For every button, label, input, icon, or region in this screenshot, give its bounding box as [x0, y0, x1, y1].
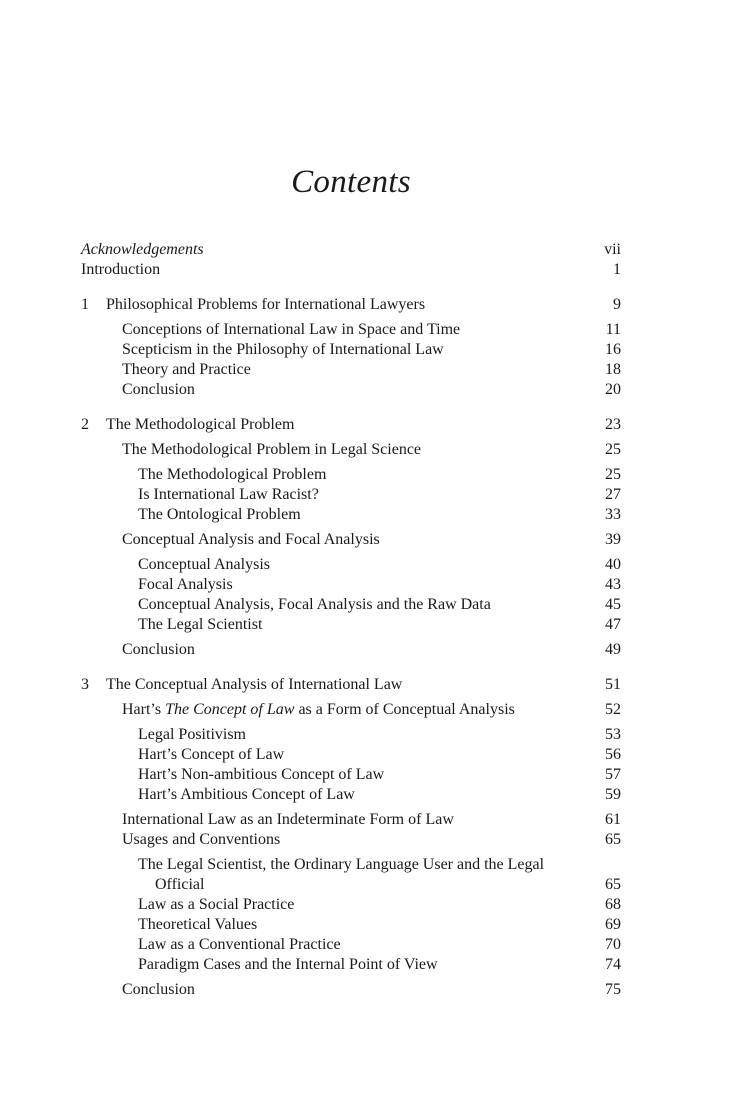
toc-page-number: 65: [605, 831, 621, 848]
toc-subsection[interactable]: [81, 935, 621, 955]
toc-page-number: 39: [605, 531, 621, 548]
toc-entry-label: Introduction: [81, 261, 161, 278]
toc-entry-label: Scepticism in the Philosophy of International Law: [122, 341, 444, 358]
toc-page-number: 49: [605, 641, 621, 658]
toc-entry-label: Hart’s Non-ambitious Concept of Law: [138, 766, 385, 783]
toc-subsection[interactable]: [81, 725, 621, 745]
toc-subsection[interactable]: [81, 485, 621, 505]
toc-page-number: 20: [605, 381, 621, 398]
toc-page-number: 69: [605, 916, 621, 933]
toc-section[interactable]: [81, 640, 621, 660]
toc-page-number: 61: [605, 811, 621, 828]
toc-section[interactable]: [81, 380, 621, 400]
toc-page-number: 16: [605, 341, 621, 358]
toc-chapter-2[interactable]: [81, 415, 621, 435]
toc-page-number: 59: [605, 786, 621, 803]
label-suffix: as a Form of Conceptual Analysis: [294, 701, 515, 718]
toc-page-number: 70: [605, 936, 621, 953]
toc-section[interactable]: [81, 980, 621, 1000]
toc-entry-label: Conclusion: [122, 641, 195, 658]
toc-section[interactable]: [81, 320, 621, 340]
toc-subsection[interactable]: [81, 785, 621, 805]
toc-page-number: 56: [605, 746, 621, 763]
toc-section[interactable]: [81, 530, 621, 550]
toc-entry-label: Hart’s Concept of Law: [138, 746, 285, 763]
toc-entry-introduction[interactable]: [81, 260, 621, 280]
toc-subsection[interactable]: [81, 895, 621, 915]
toc-page-number: vii: [604, 241, 621, 258]
toc-subsection[interactable]: [81, 745, 621, 765]
toc-entry-label: Law as a Social Practice: [138, 896, 295, 913]
toc-page-number: 43: [605, 576, 621, 593]
toc-page-number: 65: [605, 876, 621, 893]
toc-page-number: 25: [605, 466, 621, 483]
toc-page-number: 68: [605, 896, 621, 913]
toc-entry-label: Conceptions of International Law in Space and Time: [122, 321, 461, 338]
toc-page-number: 51: [605, 676, 621, 693]
toc-entry-label: [122, 700, 515, 720]
toc-section[interactable]: [81, 810, 621, 830]
toc-subsection[interactable]: [81, 955, 621, 975]
book-title: The Concept of Law: [165, 701, 295, 718]
toc-entry-label: Theory and Practice: [122, 361, 251, 378]
toc-entry-label: Focal Analysis: [138, 576, 233, 593]
toc-page-number: 11: [605, 321, 621, 338]
toc-entry-label: The Legal Scientist, the Ordinary Language User and the Legal Official: [138, 856, 545, 893]
toc-entry-label: International Law as an Indeterminate Form of Law: [122, 811, 454, 828]
toc-page-number: 33: [605, 506, 621, 523]
label-prefix: Hart’s: [122, 701, 166, 718]
toc-section[interactable]: [81, 700, 621, 720]
toc-entry-label: Law as a Conventional Practice: [138, 936, 341, 953]
toc-entry-acknowledgements[interactable]: [81, 240, 621, 260]
toc-entry-label: Legal Positivism: [138, 726, 246, 743]
toc-entry-label: Philosophical Problems for International Lawyers: [106, 296, 426, 313]
toc-chapter-3[interactable]: [81, 675, 621, 695]
toc-page-number: 52: [605, 701, 621, 718]
toc-page-number: 23: [605, 416, 621, 433]
toc-page-number: 45: [605, 596, 621, 613]
toc-subsection[interactable]: [81, 505, 621, 525]
page-title: Contents: [291, 164, 411, 200]
toc-page-number: 18: [605, 361, 621, 378]
toc-entry-label: Usages and Conventions: [122, 831, 281, 848]
toc-subsection[interactable]: [81, 575, 621, 595]
toc-page-number: 74: [605, 956, 621, 973]
toc-entry-label: Conceptual Analysis and Focal Analysis: [122, 531, 380, 548]
toc-entry-label: The Conceptual Analysis of International Law: [106, 676, 403, 693]
toc-entry-label: Conceptual Analysis: [138, 556, 270, 573]
chapter-number: 3: [81, 676, 89, 693]
toc-page-number: 27: [605, 486, 621, 503]
toc-page-number: 47: [605, 616, 621, 633]
toc-entry-label: The Legal Scientist: [138, 616, 263, 633]
toc-entry-label: Paradigm Cases and the Internal Point of View: [138, 956, 438, 973]
toc-entry-label: Acknowledgements: [81, 241, 204, 258]
toc-page-number: 9: [613, 296, 621, 313]
toc-subsection[interactable]: [81, 465, 621, 485]
toc-page-number: 40: [605, 556, 621, 573]
toc-section[interactable]: [81, 340, 621, 360]
toc-page-number: 75: [605, 981, 621, 998]
toc-subsection[interactable]: [81, 855, 621, 895]
table-of-contents: [81, 240, 621, 1000]
toc-section[interactable]: [81, 440, 621, 460]
toc-entry-label: Conclusion: [122, 981, 195, 998]
chapter-number: 2: [81, 416, 89, 433]
toc-entry-label: The Ontological Problem: [138, 506, 301, 523]
toc-entry-label: The Methodological Problem: [106, 416, 295, 433]
toc-entry-label: Conceptual Analysis, Focal Analysis and the Raw Data: [138, 596, 491, 613]
toc-page-number: 57: [605, 766, 621, 783]
toc-subsection[interactable]: [81, 765, 621, 785]
toc-section[interactable]: [81, 360, 621, 380]
toc-subsection[interactable]: [81, 915, 621, 935]
toc-entry-label: Hart’s Ambitious Concept of Law: [138, 786, 355, 803]
toc-subsection[interactable]: [81, 555, 621, 575]
toc-entry-label: Conclusion: [122, 381, 195, 398]
toc-entry-label: Theoretical Values: [138, 916, 258, 933]
toc-chapter-1[interactable]: [81, 295, 621, 315]
toc-subsection[interactable]: [81, 595, 621, 615]
toc-page-number: 1: [613, 261, 621, 278]
toc-subsection[interactable]: [81, 615, 621, 635]
toc-entry-label: Is International Law Racist?: [138, 486, 319, 503]
toc-entry-label: The Methodological Problem in Legal Science: [122, 441, 422, 458]
toc-entry-label: The Methodological Problem: [138, 466, 327, 483]
toc-page-number: 25: [605, 441, 621, 458]
chapter-number: 1: [81, 296, 89, 313]
toc-page-number: 53: [605, 726, 621, 743]
toc-section[interactable]: [81, 830, 621, 850]
